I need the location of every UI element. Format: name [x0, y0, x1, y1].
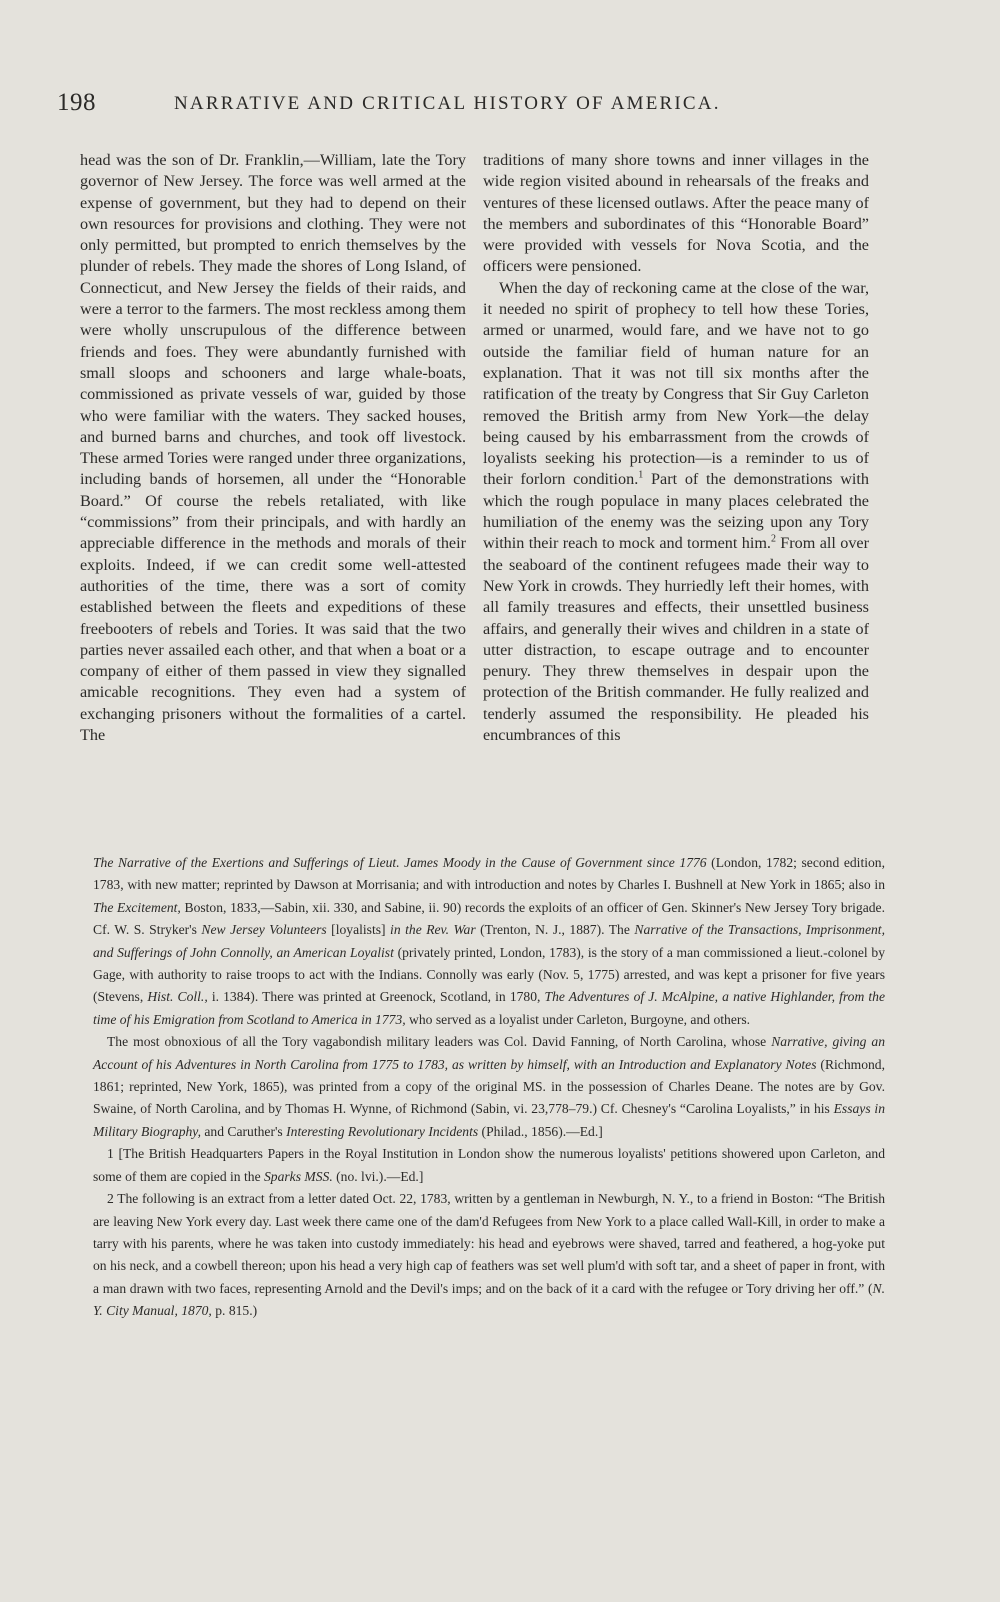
work-title: New Jersey Volunteers — [201, 922, 327, 938]
body-paragraph — [483, 278, 869, 747]
note-text: 1 [The British Headquarters Papers in the Royal Institution in London show the numerous loyalists' petitions showered upon Carleton, and some of them are copied in the — [93, 1146, 885, 1184]
running-title: NARRATIVE AND CRITICAL HISTORY OF AMERICA. — [174, 93, 721, 114]
work-title: N. Y. City Manual, 1870, — [93, 1280, 885, 1319]
work-title: Hist. Coll., — [147, 989, 208, 1005]
work-title: Narrative, giving an Account of his Adventures in North Carolina from 1775 to 1783, as written by himself, with an Introduction and Explanatory Notes — [93, 1034, 885, 1072]
work-title: in the Rev. War — [390, 922, 476, 938]
work-title: Narrative of the Transactions, Imprisonment, and Sufferings of John Connolly, an American Loyalist — [93, 922, 885, 960]
footnote-1 — [93, 1143, 885, 1188]
work-title: The Narrative of the Exertions and Sufferings of Lieut. James Moody in the Cause of Government since 1776 — [93, 855, 707, 870]
note-text: The most obnoxious of all the Tory vagabondish military leaders was Col. David Fanning, of North Carolina, whose — [107, 1034, 772, 1050]
work-title: Sparks MSS. — [264, 1168, 333, 1184]
note-text: i. 1384). There was printed at Greenock, Scotland, in 1780, — [207, 989, 545, 1005]
note-text: (Richmond, 1861; reprinted, New York, 1865), was printed from a copy of the original MS. in the possession of Charles Deane. The notes are by Gov. Swaine, of North Carolina, and by Thomas H. Wynne, of Richmond (Sabin, vi. 23,778–79.) Cf. Chesney's “Carolina Loyalists,” in his — [93, 1056, 885, 1117]
body-text: Part of the demonstrations with which the rough populace in many places celebrated the humiliation of the enemy was the seizing upon any Tory within their reach to mock and torment him. — [483, 470, 869, 553]
note-text: (Philad., 1856).—Ed.] — [478, 1123, 603, 1139]
body-paragraph: head was the son of Dr. Franklin,—William, late the Tory governor of New Jersey. The force was well armed at the expense of government, but they had to depend on their own resources for provisions and clothing. They were not only permitted, but prompted to enrich themselves by the plunder of rebels. They made the shores of Long Island, of Connecticut, and New Jersey the fields of their raids, and were a terror to the farmers. The most reckless among them were wholly unscrupulous of the difference between friends and foes. They were abundantly furnished with small sloops and schooners and large whale-boats, commissioned as private vessels of war, guided by those who were familiar with the waters. They sacked houses, and burned barns and churches, and took off livestock. These armed Tories were ranged under three organizations, including bands of horsemen, all under the “Honorable Board.” Of course the rebels retaliated, with like “commissions” from their principals, and with hardly an appreciable difference in the methods and morals of their exploits. Indeed, if we can credit some well-attested authorities of the time, there was a sort of comity established between the fleets and expeditions of these freebooters of rebels and Tories. It was said that the two parties never assailed each other, and that when a boat or a company of either of them passed in view they signalled amicable recognitions. They even had a system of exchanging prisoners without the formalities of a cartel. The — [80, 151, 466, 745]
note-text: (Trenton, N. J., 1887). The — [475, 922, 635, 938]
page-number: 198 — [57, 89, 96, 116]
note-paragraph — [93, 852, 885, 1031]
note-text: and Caruther's — [201, 1123, 287, 1139]
note-text: (London, 1782; second edition, 1783, with new matter; reprinted by Dawson at Morrisania; and with introduction and notes by Charles I. Bushnell at New York in 1865; also in — [93, 855, 885, 893]
body-paragraph: traditions of many shore towns and inner villages in the wide region visited abound in rehearsals of the freaks and ventures of these licensed outlaws. After the peace many of the members and subordinates of this “Honorable Board” were provided with vessels for Nova Scotia, and the officers were pensioned. — [483, 151, 869, 276]
body-text: From all over the seaboard of the continent refugees made their way to New York in crowds. They hurriedly left their homes, with all family treasures and effects, their unsettled business affairs, and generally their wives and children in a state of utter distraction, to escape outrage and to encounter penury. They threw themselves in despair upon the protection of the British commander. He fully realized and tenderly assumed the responsibility. He pleaded his encumbrances of this — [483, 534, 869, 745]
page-header — [57, 89, 777, 121]
note-text: [loyalists] — [326, 922, 391, 938]
note-text: (privately printed, London, 1783), is the story of a man commissioned a lieut.-colonel by Gage, with authority to raise troops to act with the Indians. Connolly was early (Nov. 5, 1775) arrested, and was kept a prisoner for five years (Stevens, — [93, 944, 885, 1005]
right-column — [483, 150, 869, 746]
footnotes — [93, 852, 885, 1323]
work-title: The Adventures of J. McAlpine, a native Highlander, from the time of his Emigration from Scotland to America in 1773, — [93, 989, 885, 1027]
footnote-ref[interactable]: 1 — [638, 470, 644, 482]
body-text: When the day of reckoning came at the close of the war, it needed no spirit of prophecy to tell how these Tories, armed or unarmed, would fare, and we have not to go outside the familiar field of human nature for an explanation. That it was not till six months after the ratification of the treaty by Congress that Sir Guy Carleton removed the British army from New York—the delay being caused by his embarrassment from the crowds of loyalists seeking his protection—is a reminder to us of their forlorn condition. — [483, 278, 869, 489]
footnote-ref[interactable]: 2 — [770, 533, 776, 545]
footnote-2 — [93, 1188, 885, 1322]
note-text: p. 815.) — [211, 1303, 258, 1319]
note-text: Boston, 1833,—Sabin, xii. 330, and Sabine, ii. 90) records the exploits of an officer of Gen. Skinner's New Jersey Tory brigade. Cf. W. S. Stryker's — [93, 899, 885, 938]
note-text: 2 The following is an extract from a letter dated Oct. 22, 1783, written by a gentleman in Newburgh, N. Y., to a friend in Boston: “The British are leaving New York every day. Last week there came one of the dam'd Refugees from New York to a place called Wall-Kill, in order to make a tarry with his parents, where he was taken into custody immediately: his head and eyebrows were shaved, tarred and feathered, a hog-yoke put on his neck, and a cowbell thereon; upon his head a very high cap of feathers was set well plum'd with soft tar, and a sheet of paper in front, with a man drawn with two faces, representing Arnold and the Devil's imps; and on the back of it a card with the refugee or Tory driving her off.” ( — [93, 1191, 885, 1296]
left-column — [80, 150, 466, 746]
note-paragraph — [93, 1031, 885, 1143]
note-text: (no. lvi.).—Ed.] — [332, 1168, 424, 1184]
work-title: The Excitement, — [93, 899, 181, 915]
work-title: Essays in Military Biography, — [93, 1101, 885, 1139]
note-text: who served as a loyalist under Carleton, Burgoyne, and others. — [405, 1011, 751, 1027]
work-title: Interesting Revolutionary Incidents — [286, 1123, 479, 1139]
